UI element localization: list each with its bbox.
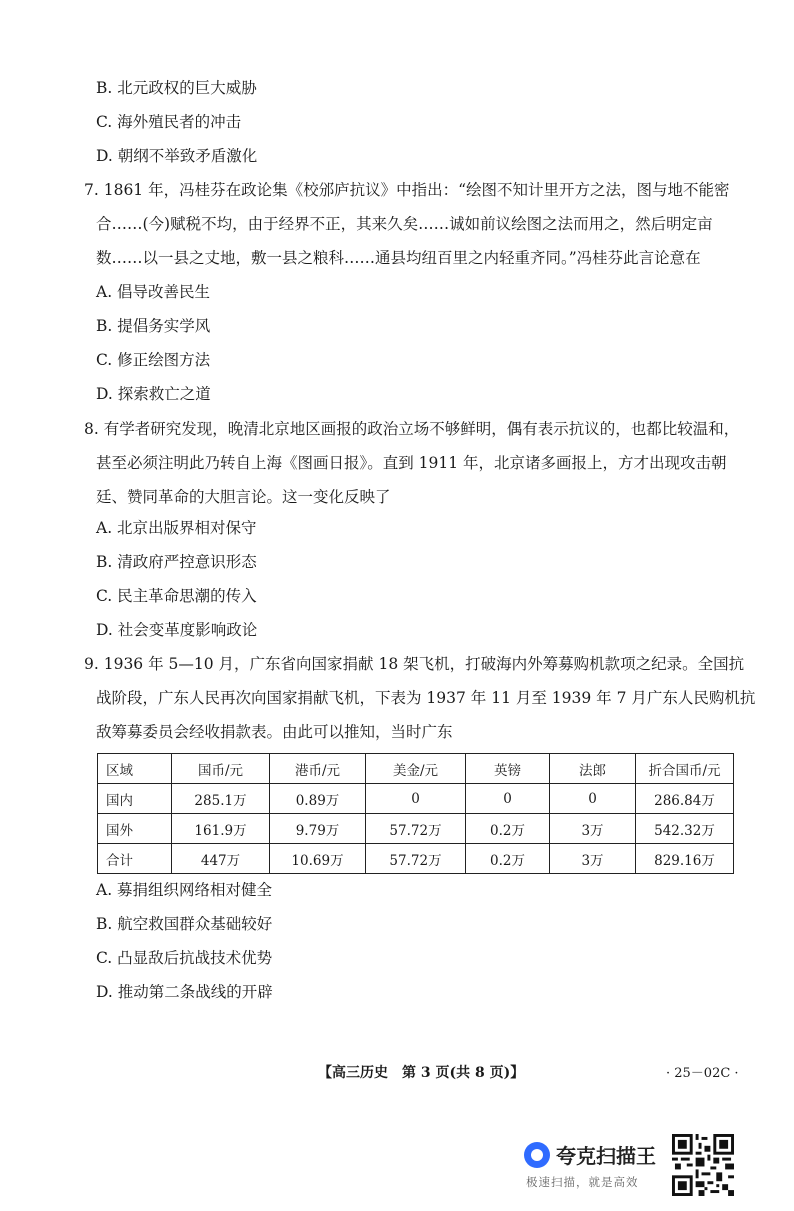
table-cell: 829.16万: [636, 844, 734, 874]
q9-stem-line-2: 战阶段，广东人民再次向国家捐献飞机，下表为 1937 年 11 月至 1939 年 7 月广东人民购机抗: [96, 689, 756, 707]
q8-stem-line-3: 廷、赞同革命的大胆言论。这一变化反映了: [96, 488, 391, 506]
table-cell: 3万: [550, 844, 636, 874]
q6-option-b: B. 北元政权的巨大威胁: [96, 79, 257, 97]
watermark-name: 夸克扫描王: [556, 1144, 656, 1168]
q6-option-d: D. 朝纲不举致矛盾激化: [96, 147, 258, 165]
page-footer-info: 【高三历史 第 3 页(共 8 页)】: [318, 1065, 525, 1081]
table-cell: 0: [466, 784, 550, 814]
table-row: [98, 814, 734, 844]
table-cell: 国内: [98, 784, 172, 814]
table-cell: 286.84万: [636, 784, 734, 814]
q9-option-d: D. 推动第二条战线的开辟: [96, 983, 273, 1001]
q7-option-c: C. 修正绘图方法: [96, 351, 211, 369]
donation-table-wrap: [97, 753, 733, 874]
table-header-cell: 折合国币/元: [636, 754, 734, 784]
donation-table: [97, 753, 734, 874]
q9-option-b: B. 航空救国群众基础较好: [96, 915, 273, 933]
table-header-cell: 法郎: [550, 754, 636, 784]
q6-option-c: C. 海外殖民者的冲击: [96, 113, 242, 131]
table-header-cell: 美金/元: [366, 754, 466, 784]
table-cell: 542.32万: [636, 814, 734, 844]
table-cell: 0.2万: [466, 844, 550, 874]
q7-stem-line-3: 数……以一县之丈地，敷一县之粮科……通县均纽百里之内轻重齐同。”冯桂芬此言论意在: [96, 249, 701, 267]
q8-stem-line-2: 甚至必须注明此乃转自上海《图画日报》。直到 1911 年，北京诸多画报上，方才出现攻击朝: [96, 454, 727, 472]
q9-option-a: A. 募捐组织网络相对健全: [96, 881, 273, 899]
table-cell: 161.9万: [172, 814, 270, 844]
q8-option-a: A. 北京出版界相对保守: [96, 519, 257, 537]
q7-stem-line-2: 合……(今)赋税不均，由于经界不正，其来久矣……诚如前议绘图之法而用之，然后明定亩: [96, 215, 713, 233]
qr-code-icon: [672, 1134, 734, 1196]
q7-option-a: A. 倡导改善民生: [96, 283, 211, 301]
table-row: [98, 784, 734, 814]
q8-option-b: B. 清政府严控意识形态: [96, 553, 257, 571]
table-header-cell: 区域: [98, 754, 172, 784]
q7-option-d: D. 探索救亡之道: [96, 385, 211, 403]
q8-option-c: C. 民主革命思潮的传入: [96, 587, 257, 605]
table-cell: 447万: [172, 844, 270, 874]
table-header-cell: 国币/元: [172, 754, 270, 784]
table-header-cell: 英镑: [466, 754, 550, 784]
quark-logo-icon: [524, 1142, 550, 1168]
table-cell: 合计: [98, 844, 172, 874]
q8-option-d: D. 社会变革度影响政论: [96, 621, 258, 639]
watermark-tagline: 极速扫描，就是高效: [526, 1175, 639, 1189]
table-cell: 0: [366, 784, 466, 814]
q7-stem-line-1: 7. 1861 年，冯桂芬在政论集《校邠庐抗议》中指出：“绘图不知计里开方之法，图与地不能密: [84, 181, 730, 199]
table-cell: 10.69万: [270, 844, 366, 874]
table-cell: 国外: [98, 814, 172, 844]
q9-option-c: C. 凸显敌后抗战技术优势: [96, 949, 273, 967]
q8-stem-line-1: 8. 有学者研究发现，晚清北京地区画报的政治立场不够鲜明，偶有表示抗议的，也都比较温和，: [84, 420, 740, 438]
table-header-cell: 港币/元: [270, 754, 366, 784]
table-cell: 57.72万: [366, 814, 466, 844]
table-cell: 0.89万: [270, 784, 366, 814]
table-cell: 57.72万: [366, 844, 466, 874]
page-footer-code: · 25－02C ·: [666, 1066, 739, 1081]
q9-stem-line-1: 9. 1936 年 5—10 月，广东省向国家捐献 18 架飞机，打破海内外筹募购机款项之纪录。全国抗: [84, 655, 745, 673]
table-row: [98, 844, 734, 874]
q9-stem-line-3: 敌筹募委员会经收捐款表。由此可以推知，当时广东: [96, 723, 453, 741]
table-cell: 0.2万: [466, 814, 550, 844]
q7-option-b: B. 提倡务实学风: [96, 317, 211, 335]
table-cell: 9.79万: [270, 814, 366, 844]
table-cell: 0: [550, 784, 636, 814]
table-cell: 285.1万: [172, 784, 270, 814]
scanner-watermark: [524, 1136, 674, 1192]
table-header-row: [98, 754, 734, 784]
table-cell: 3万: [550, 814, 636, 844]
